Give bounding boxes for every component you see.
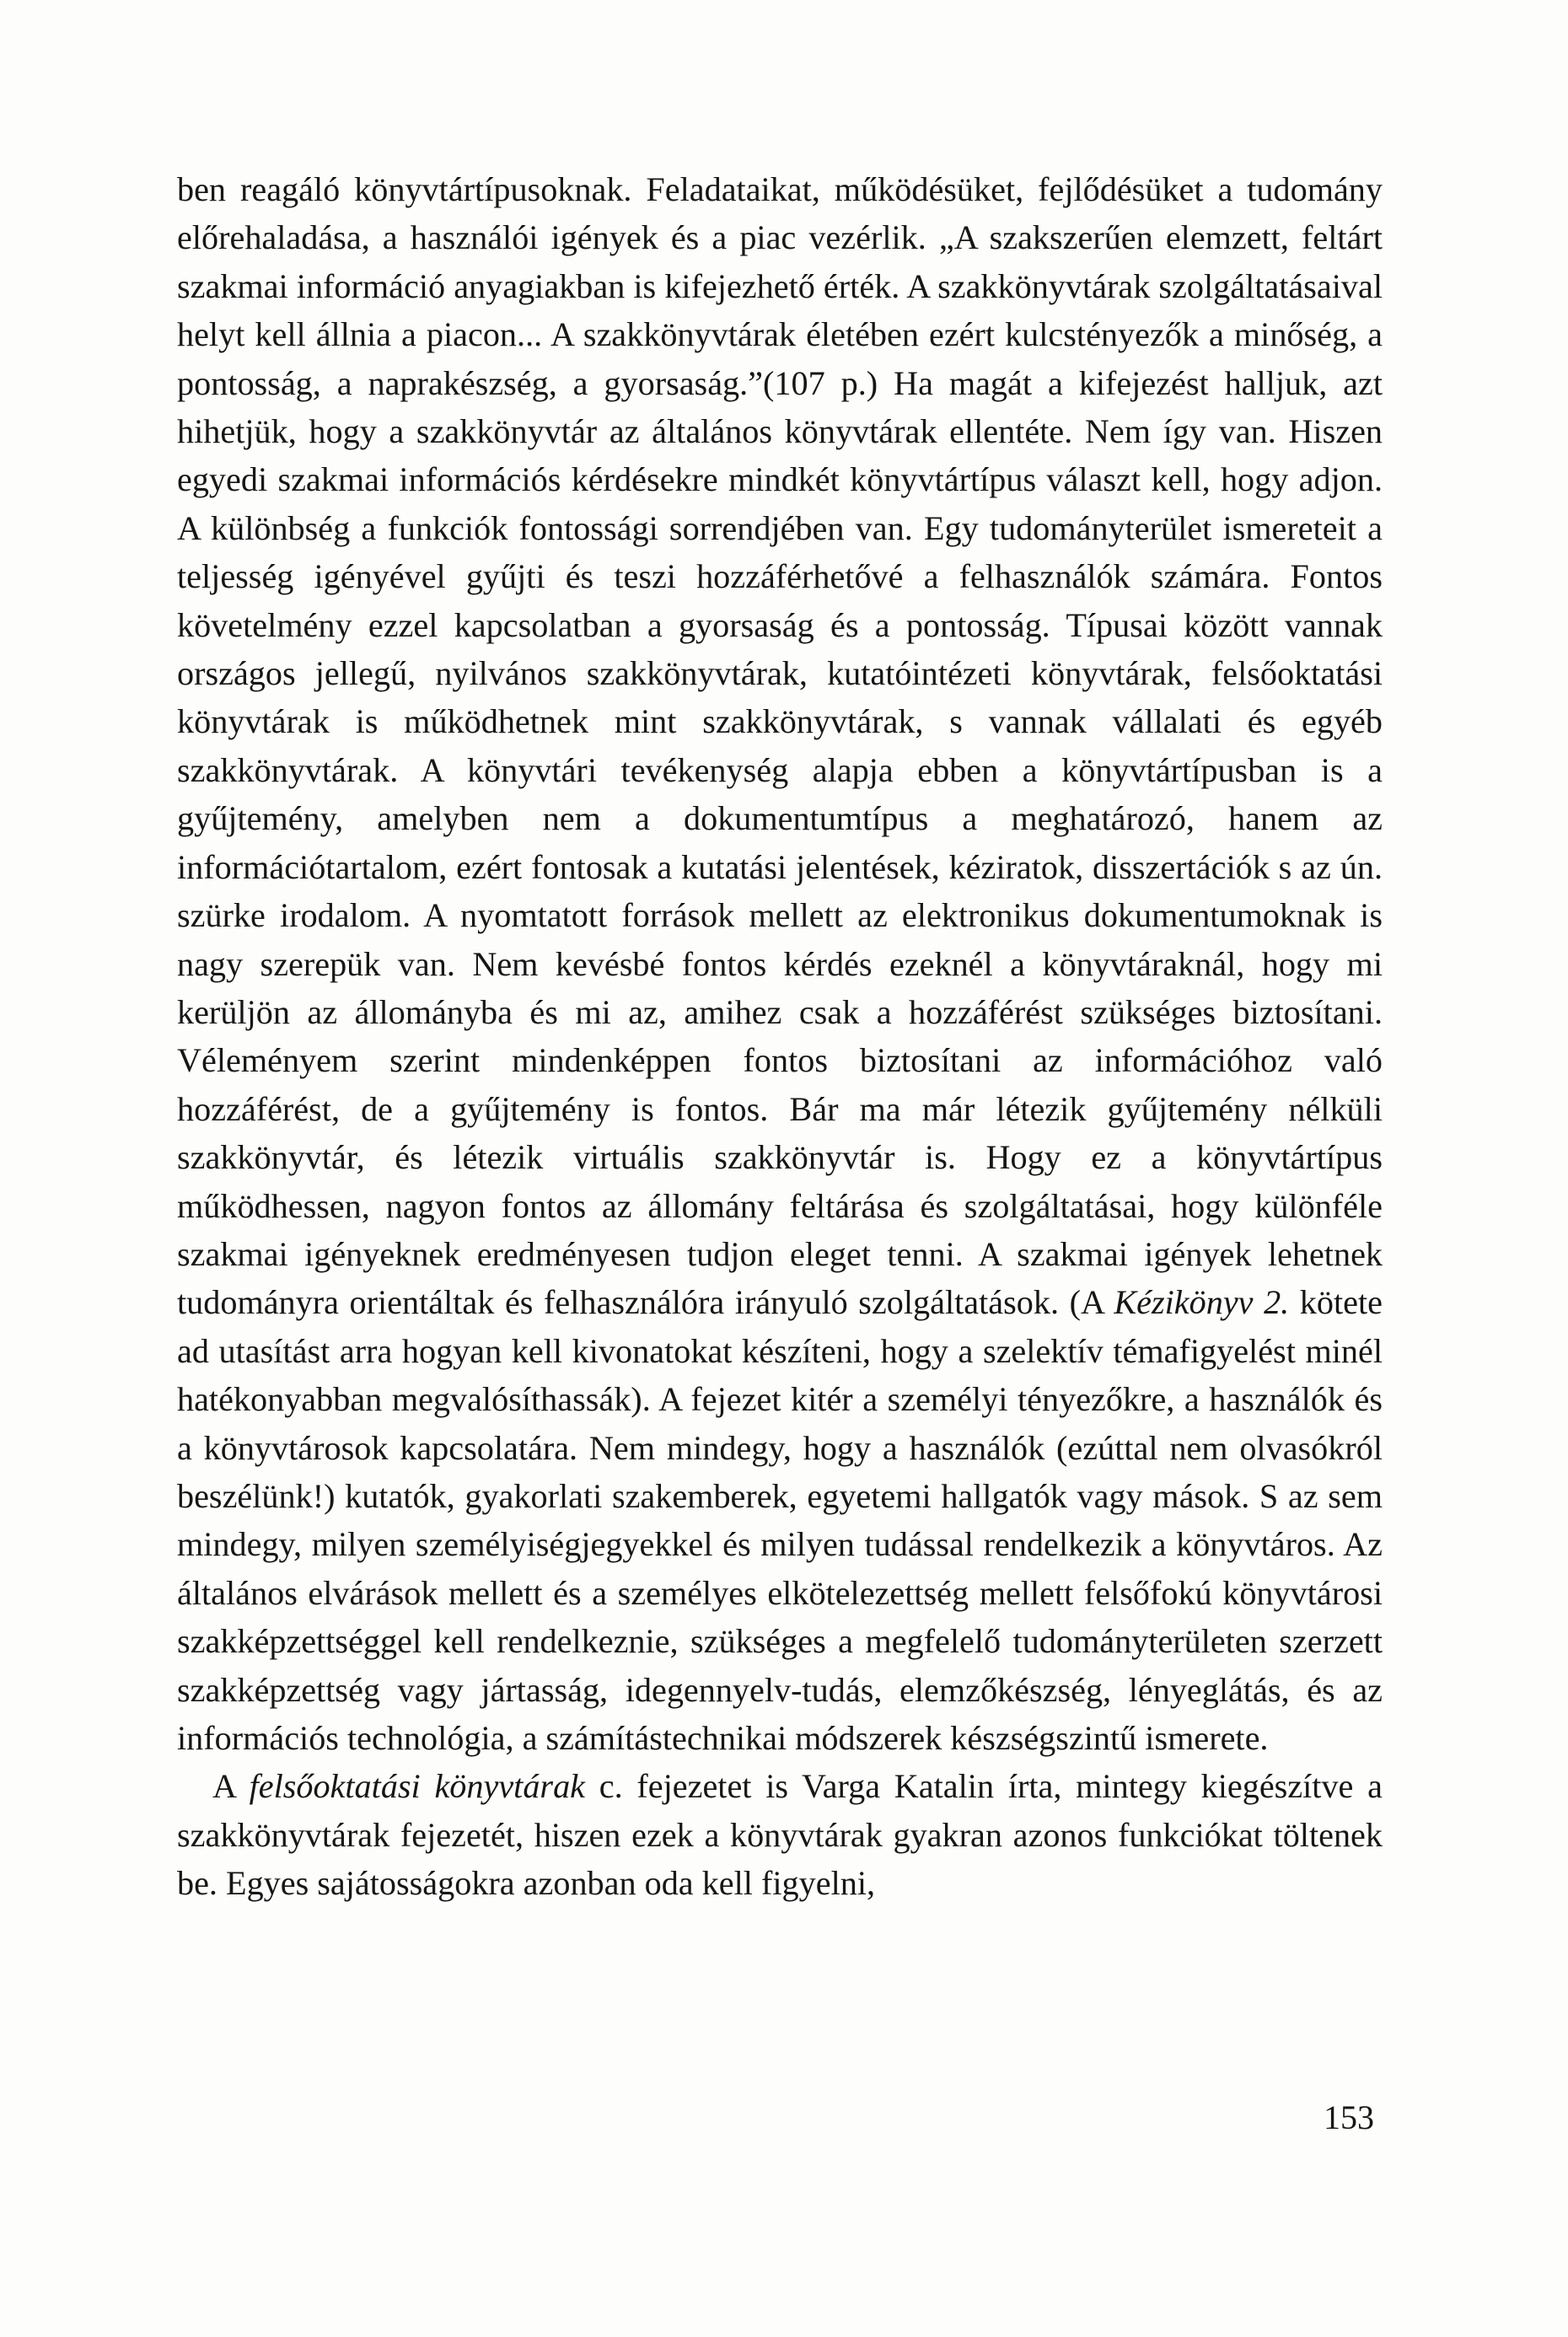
- page-number: 153: [1324, 2098, 1374, 2136]
- paragraph-1-text: ben reagáló könyvtártípusoknak. Feladataikat, működésüket, fejlődésüket a tudomány előrehaladása, a használói igények és a piac vezérlik. „A szakszerűen elemzett, feltárt szakmai információ anyagiakban is kifejezhető érték. A szakkönyvtárak szolgáltatásaival helyt kell állnia a piacon... A szakkönyvtárak életében ezért kulcstényezők a minőség, a pontosság, a naprakészség, a gyorsaság.”(107 p.) Ha magát a kifejezést halljuk, azt hihetjük, hogy a szakkönyvtár az általános könyvtárak ellentéte. Nem így van. Hiszen egyedi szakmai információs kérdésekre mindkét könyvtártípus választ kell, hogy adjon. A különbség a funkciók fontossági sorrendjében van. Egy tudományterület ismereteit a teljesség igényével gyűjti és teszi hozzáférhetővé a felhasználók számára. Fontos követelmény ezzel kapcsolatban a gyorsaság és a pontosság. Típusai között vannak országos jellegű, nyilvános szakkönyvtárak, kutatóintézeti könyvtárak, felsőoktatási könyvtárak is működhetnek mint szakkönyvtárak, s vannak vállalati és egyéb szakkönyvtárak. A könyvtári tevékenység alapja ebben a könyvtártípusban is a gyűjtemény, amelyben nem a dokumentumtípus a meghatározó, hanem az információtartalom, ezért fontosak a kutatási jelentések, kéziratok, disszertációk s az ún. szürke irodalom. A nyomtatott források mellett az elektronikus dokumentumoknak is nagy szerepük van. Nem kevésbé fontos kérdés ezeknél a könyvtáraknál, hogy mi kerüljön az állományba és mi az, amihez csak a hozzáférést szükséges biztosítani. Véleményem szerint mindenképpen fontos biztosítani az információhoz való hozzáférést, de a gyűjtemény is fontos. Bár ma már létezik gyűjtemény nélküli szakkönyvtár, és létezik virtuális szakkönyvtár is. Hogy ez a könyvtártípus működhessen, nagyon fontos az állomány feltárása és szolgáltatásai, hogy különféle szakmai igényeknek eredményesen tudjon eleget tenni. A szakmai igények lehetnek tudományra orientáltak és felhasználóra irányuló szolgáltatások. (A: [177, 170, 1383, 1322]
- paragraph-1-continuation: kötete ad utasítást arra hogyan kell kivonatokat készíteni, hogy a szelektív témafigyelést minél hatékonyabban megvalósíthassák). A fejezet kitér a személyi tényezőkre, a használók és a könyvtárosok kapcsolatára. Nem mindegy, hogy a használók (ezúttal nem olvasókról beszélünk!) kutatók, gyakorlati szakemberek, egyetemi hallgatók vagy mások. S az sem mindegy, milyen személyiségjegyekkel és milyen tudással rendelkezik a könyvtáros. Az általános elvárások mellett és a személyes elkötelezettség mellett felsőfokú könyvtárosi szakképzettséggel kell rendelkeznie, szükséges a megfelelő tudományterületen szerzett szakképzettség vagy jártasság, idegennyelv-tudás, elemzőkészség, lényeglátás, és az információs technológia, a számítástechnikai módszerek készségszintű ismerete.: [177, 1283, 1383, 1757]
- paragraph-2-start: A: [212, 1767, 250, 1806]
- book-title-italic: Kézikönyv 2.: [1114, 1283, 1290, 1322]
- chapter-title-italic: felsőoktatási könyvtárak: [249, 1767, 585, 1806]
- paragraph-1: [177, 165, 1383, 1762]
- body-text: [177, 165, 1383, 1908]
- paragraph-2: [177, 1762, 1383, 1907]
- paragraph-2-continuation: c. fejezetet is Varga Katalin írta, mintegy kiegészítve a szakkönyvtárak fejezetét, hiszen ezek a könyvtárak gyakran azonos funkciókat töltenek be. Egyes sajátosságokra azonban oda kell figyelni,: [177, 1767, 1383, 1903]
